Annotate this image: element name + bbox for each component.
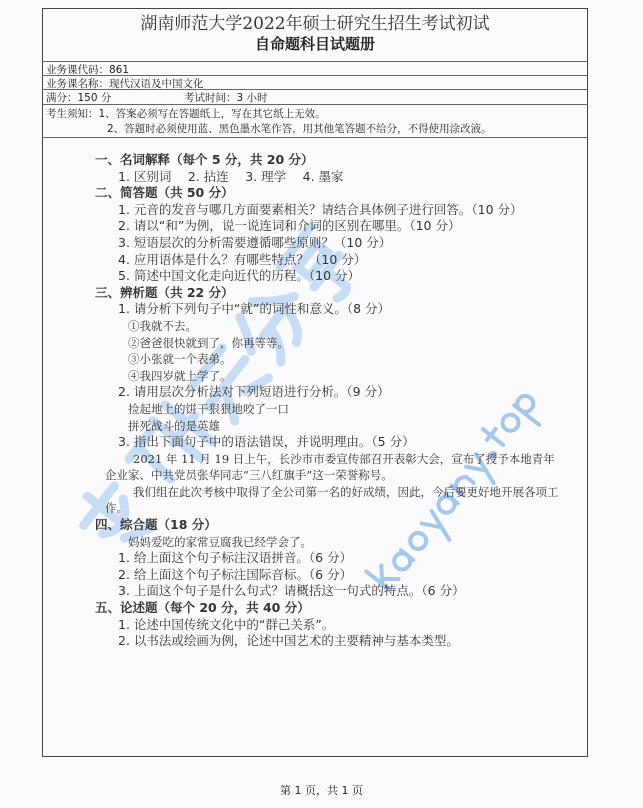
section-heading: 三、辨析题（共 22 分） xyxy=(95,284,234,300)
question-item: 2. 给上面这个句子标注国际音标。（6 分） xyxy=(118,566,353,582)
exam-subtitle: 自命题科目试题册 xyxy=(254,35,375,53)
example-sentence: ④我四岁就上学了。 xyxy=(128,368,232,383)
question-item: 3. 上面这个句子是什么句式？请概括这一句式的特点。（6 分） xyxy=(118,583,465,599)
example-sentence: ①我就不去。 xyxy=(128,318,197,333)
example-sentence: ②爸爸很快就到了，你再等等。 xyxy=(128,335,289,350)
paragraph-line: 作。 xyxy=(105,501,128,516)
question-item: 2. 请以“和”为例，说一说连词和介词的区别在哪里。（10 分） xyxy=(118,218,461,234)
question-item: 1. 给上面这个句子标注汉语拼音。（6 分） xyxy=(118,550,353,566)
notice-2: 2、答题时必须使用蓝、黑色墨水笔作答，用其他笔答题不给分，不得使用涂改液。 xyxy=(107,123,492,135)
exam-title: 湖南师范大学2022年硕士研究生招生考试初试 xyxy=(140,14,490,34)
exam-time: 考试时间：3 小时 xyxy=(184,92,268,104)
exam-body xyxy=(95,152,585,650)
divider xyxy=(42,104,588,105)
question-item: 1. 元音的发音与哪几方面要素相关？请结合具体例子进行回答。（10 分） xyxy=(118,201,523,217)
paragraph-line: 2021 年 11 月 19 日上午，长沙市市委宣传部召开表彰大会，宣布了授予本地青年 xyxy=(133,451,555,466)
question-item: 1. 区别词 2. 拈连 3. 理学 4. 墨家 xyxy=(118,168,344,184)
section-heading: 一、名词解释（每个 5 分，共 20 分） xyxy=(95,152,314,167)
section-heading: 四、综合题（18 分） xyxy=(95,517,217,533)
full-score: 满分：150 分 xyxy=(46,92,112,104)
question-item: 5. 简述中国文化走向近代的历程。（10 分） xyxy=(118,268,361,284)
section-heading: 五、论述题（每个 20 分，共 40 分） xyxy=(95,600,310,616)
question-item: 3. 指出下面句子中的语法错误，并说明理由。（5 分） xyxy=(118,434,415,450)
question-item: 4. 应用语体是什么？有哪些特点？（10 分） xyxy=(118,251,367,267)
question-item: 1. 请分析下列句子中“就”的词性和意义。（8 分） xyxy=(118,301,391,317)
question-item: 1. 论述中国传统文化中的“群己关系”。 xyxy=(118,616,335,632)
course-name: 业务课名称：现代汉语及中国文化 xyxy=(46,78,204,90)
notice-1: 考生须知：1、答案必须写在答题纸上，写在其它纸上无效。 xyxy=(46,108,326,120)
example-sentence: 妈妈爱吃的家常豆腐我已经学会了。 xyxy=(128,534,312,549)
divider xyxy=(42,137,588,138)
example-phrase: 捡起地上的饼干狠狠地咬了一口 xyxy=(128,401,289,416)
example-sentence: ③小张就一个表弟。 xyxy=(128,352,232,367)
question-item: 3. 短语层次的分析需要遵循哪些原则？（10 分） xyxy=(118,234,392,250)
question-item: 2. 以书法或绘画为例，论述中国艺术的主要精神与基本类型。 xyxy=(118,633,459,649)
question-item: 2. 请用层次分析法对下列短语进行分析。（9 分） xyxy=(118,384,390,400)
section-heading: 二、简答题（共 50 分） xyxy=(95,185,234,201)
page-number: 第 1 页，共 1 页 xyxy=(280,784,363,797)
paragraph-line: 我们组在此次考核中取得了全公司第一名的好成绩，因此，今后要更好地开展各项工 xyxy=(133,484,559,499)
example-phrase: 拼死战斗的是英雄 xyxy=(128,418,220,433)
paragraph-line: 企业家、中共党员张华同志“三八红旗手”这一荣誉称号。 xyxy=(105,468,393,483)
divider xyxy=(42,89,588,90)
course-code: 业务课代码：861 xyxy=(46,64,130,76)
